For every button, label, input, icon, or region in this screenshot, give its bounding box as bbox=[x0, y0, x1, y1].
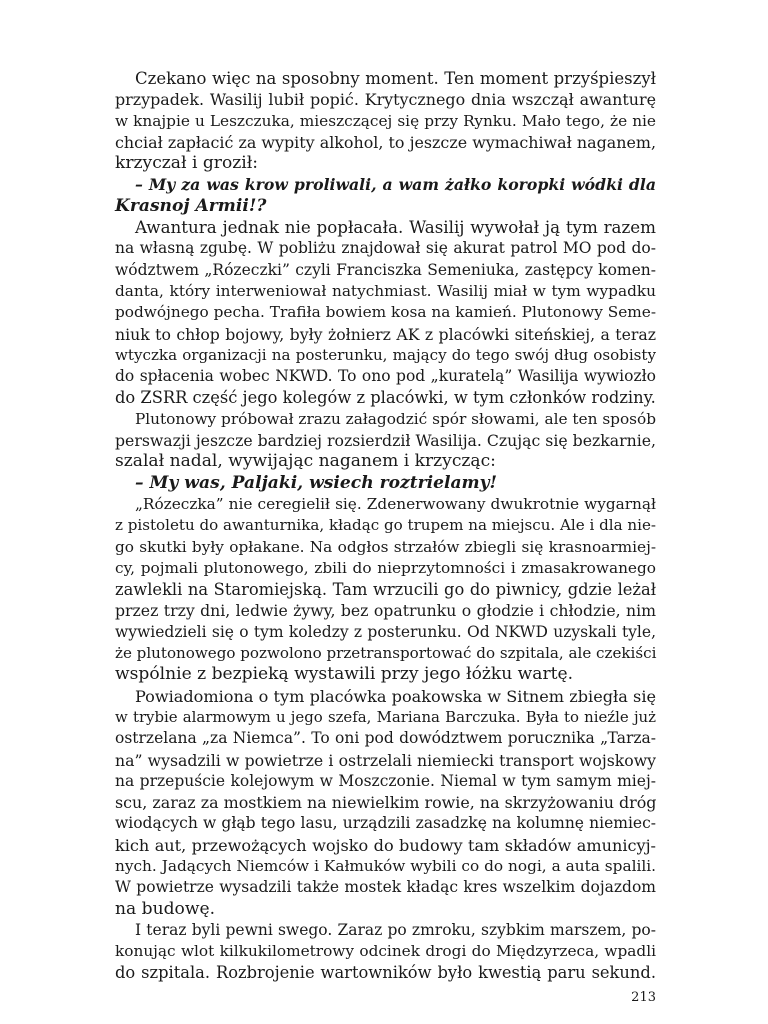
text-line: wtyczka organizacji na posterunku, mający do tego swój dług osobisty bbox=[115, 345, 656, 364]
text-line: na przepuście kolejowym w Moszczonie. Niemal w tym samym miej- bbox=[115, 771, 656, 790]
text-line: do spłacenia wobec NKWD. To ono pod „kuratelą” Wasilija wywiozło bbox=[115, 367, 656, 386]
text-line: na budowę. bbox=[115, 898, 216, 919]
text-line: konując wlot kilkukilometrowy odcinek drogi do Międzyrzeca, wpadli bbox=[115, 942, 656, 961]
text-line: kich aut, przewożących wojsko do budowy tam składów amunicyj- bbox=[115, 835, 656, 855]
text-line: zawlekli na Staromiejską. Tam wrzucili go do piwnicy, gdzie leżał bbox=[115, 580, 656, 600]
text-line: do ZSRR część jego kolegów z placówki, w tym członków rodziny. bbox=[115, 388, 656, 408]
dialogue-line: – My was, Paljaki, wsiech roztrielamy! bbox=[135, 472, 498, 493]
text-line: I teraz byli pewni swego. Zaraz po zmroku, szybkim marszem, po- bbox=[135, 920, 656, 939]
text-line: niuk to chłop bojowy, były żołnierz AK z placówki siteńskiej, a teraz bbox=[115, 324, 656, 344]
text-line: z pistoletu do awanturnika, kładąc go trupem na miejscu. Ale i dla nie- bbox=[115, 516, 656, 535]
text-line: chciał zapłacić za wypity alkohol, to jeszcze wymachiwał naganem, bbox=[115, 132, 656, 152]
text-line: „Rózeczka” nie ceregielił się. Zdenerwowany dwukrotnie wygarnął bbox=[135, 494, 656, 513]
text-line: na” wysadzili w powietrze i ostrzelali niemiecki transport wojskowy bbox=[115, 750, 656, 770]
text-line: nych. Jadących Niemców i Kałmuków wybili co do nogi, a auta spalili. bbox=[115, 856, 656, 875]
text-line: Czekano więc na sposobny moment. Ten moment przyśpieszył bbox=[135, 69, 656, 88]
text-line: Plutonowy próbował zrazu załagodzić spór słowami, ale ten sposób bbox=[135, 409, 657, 428]
dialogue-line: Krasnoj Armii!? bbox=[115, 195, 267, 216]
text-line: do szpitala. Rozbrojenie wartowników było kwestią paru sekund. bbox=[115, 963, 656, 983]
text-line: przypadek. Wasilij lubił popić. Krytycznego dnia wszczął awanturę bbox=[115, 90, 656, 110]
text-line: wództwem „Rózeczki” czyli Franciszka Semeniuka, zastępcy komen- bbox=[115, 260, 656, 279]
page-number: 213 bbox=[631, 990, 656, 1005]
text-line: na własną zgubę. W pobliżu znajdował się akurat patrol MO pod do- bbox=[115, 239, 656, 258]
text-line: w knajpie u Leszczuka, mieszczącej się przy Rynku. Mało tego, że nie bbox=[115, 111, 656, 130]
text-line: przez trzy dni, ledwie żywy, bez opatrunku o głodzie i chłodzie, nim bbox=[115, 601, 656, 621]
text-line: danta, który interweniował natychmiast. Wasilij miał w tym wypadku bbox=[115, 281, 656, 300]
text-line: W powietrze wysadzili także mostek kładąc kres wszelkim dojazdom bbox=[115, 878, 656, 897]
text-line: scu, zaraz za mostkiem na niewielkim rowie, na skrzyżowaniu dróg bbox=[115, 793, 657, 813]
text-line: w trybie alarmowym u jego szefa, Mariana Barczuka. Była to nieźle już bbox=[115, 707, 656, 726]
text-line: cy, pojmali plutonowego, zbili do nieprzytomności i zmasakrowanego bbox=[115, 558, 656, 577]
text-line: podwójnego pecha. Trafiła bowiem kosa na kamień. Plutonowy Seme- bbox=[115, 303, 656, 322]
text-line: że plutonowego pozwolono przetransportować do szpitala, ale czekiści bbox=[115, 644, 657, 663]
text-line: szalał nadal, wywijając naganem i krzycząc: bbox=[115, 451, 496, 472]
dialogue-line: – My za was krow proliwali, a wam żałko koropki wódki dla bbox=[135, 175, 656, 195]
text-line: Awantura jednak nie popłacała. Wasilij wywołał ją tym razem bbox=[135, 217, 656, 238]
text-line: perswazji jeszcze bardziej rozsierdził Wasilija. Czując się bezkarnie, bbox=[115, 431, 656, 451]
body-text bbox=[115, 68, 656, 984]
text-line: Powiadomiona o tym placówka poakowska w Sitnem zbiegła się bbox=[135, 686, 656, 706]
text-line: ostrzelana „za Niemca”. To oni pod dowództwem porucznika „Tarza- bbox=[115, 729, 656, 748]
text-line: go skutki były opłakane. Na odgłos strzałów zbiegli się krasnoarmiej- bbox=[115, 537, 656, 556]
text-line: wspólnie z bezpieką wystawili przy jego łóżku wartę. bbox=[115, 664, 574, 685]
text-line: krzyczał i groził: bbox=[115, 153, 259, 174]
text-line: wywiedzieli się o tym koledzy z posterunku. Od NKWD uzyskali tyle, bbox=[115, 622, 656, 641]
text-line: wiodących w głąb tego lasu, urządzili zasadzkę na kolumnę niemiec- bbox=[115, 814, 656, 833]
